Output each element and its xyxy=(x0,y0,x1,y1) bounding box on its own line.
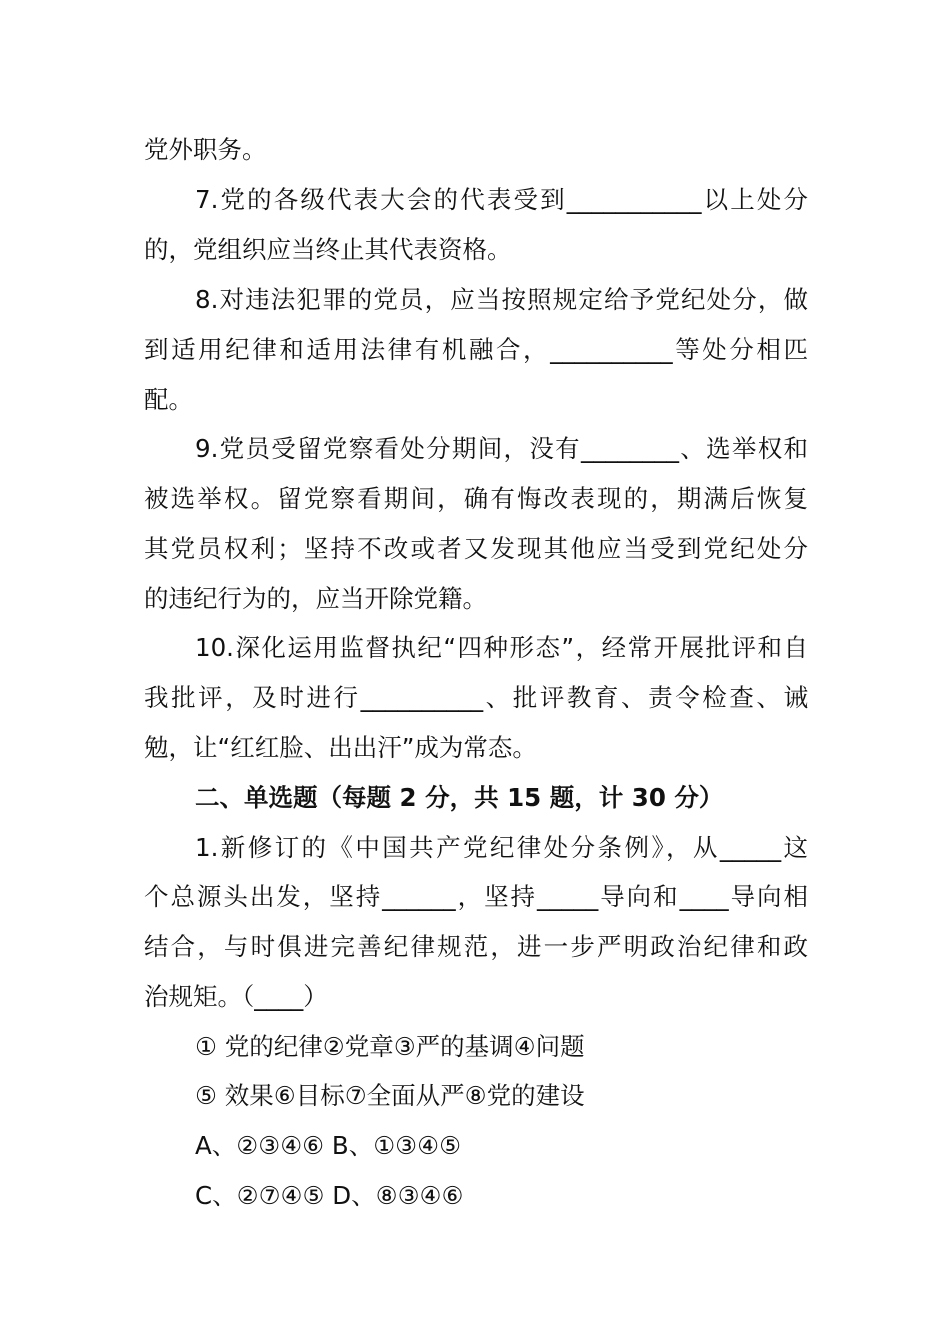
text-line: 个总源头出发，坚持______，坚持_____导向和____导向相 xyxy=(144,882,808,911)
text-line: 的违纪行为的，应当开除党籍。 xyxy=(144,584,487,613)
option-line: ⑤ 效果⑥目标⑦全面从严⑧党的建设 xyxy=(195,1081,585,1110)
text-line: 1.新修订的《中国共产党纪律处分条例》，从_____这 xyxy=(195,833,808,862)
text-line: 10.深化运用监督执纪“四种形态”，经常开展批评和自 xyxy=(195,633,808,662)
text-line: 勉，让“红红脸、出出汗”成为常态。 xyxy=(144,733,537,762)
text-line: 结合，与时俱进完善纪律规范，进一步严明政治纪律和政 xyxy=(144,932,808,961)
text-line: 的，党组织应当终止其代表资格。 xyxy=(144,235,512,264)
option-line: ① 党的纪律②党章③严的基调④问题 xyxy=(195,1032,585,1061)
text-line: 配。 xyxy=(144,385,193,414)
text-line: 7.党的各级代表大会的代表受到___________以上处分 xyxy=(195,185,808,214)
answer-choices: A、②③④⑥ B、①③④⑤ xyxy=(195,1131,462,1160)
section-heading: 二、单选题（每题 2 分，共 15 题，计 30 分） xyxy=(195,783,724,812)
text-line: 党外职务。 xyxy=(144,135,267,164)
text-line: 9.党员受留党察看处分期间，没有________、选举权和 xyxy=(195,434,808,463)
answer-choices: C、②⑦④⑤ D、⑧③④⑥ xyxy=(195,1181,464,1210)
text-line: 到适用纪律和适用法律有机融合，__________等处分相匹 xyxy=(144,335,808,364)
text-line: 治规矩。（____） xyxy=(144,982,328,1011)
text-line: 我批评，及时进行__________、批评教育、责令检查、诫 xyxy=(144,683,808,712)
text-line: 其党员权利；坚持不改或者又发现其他应当受到党纪处分 xyxy=(144,534,808,563)
text-line: 8.对违法犯罪的党员，应当按照规定给予党纪处分，做 xyxy=(195,285,808,314)
text-line: 被选举权。留党察看期间，确有悔改表现的，期满后恢复 xyxy=(144,484,808,513)
